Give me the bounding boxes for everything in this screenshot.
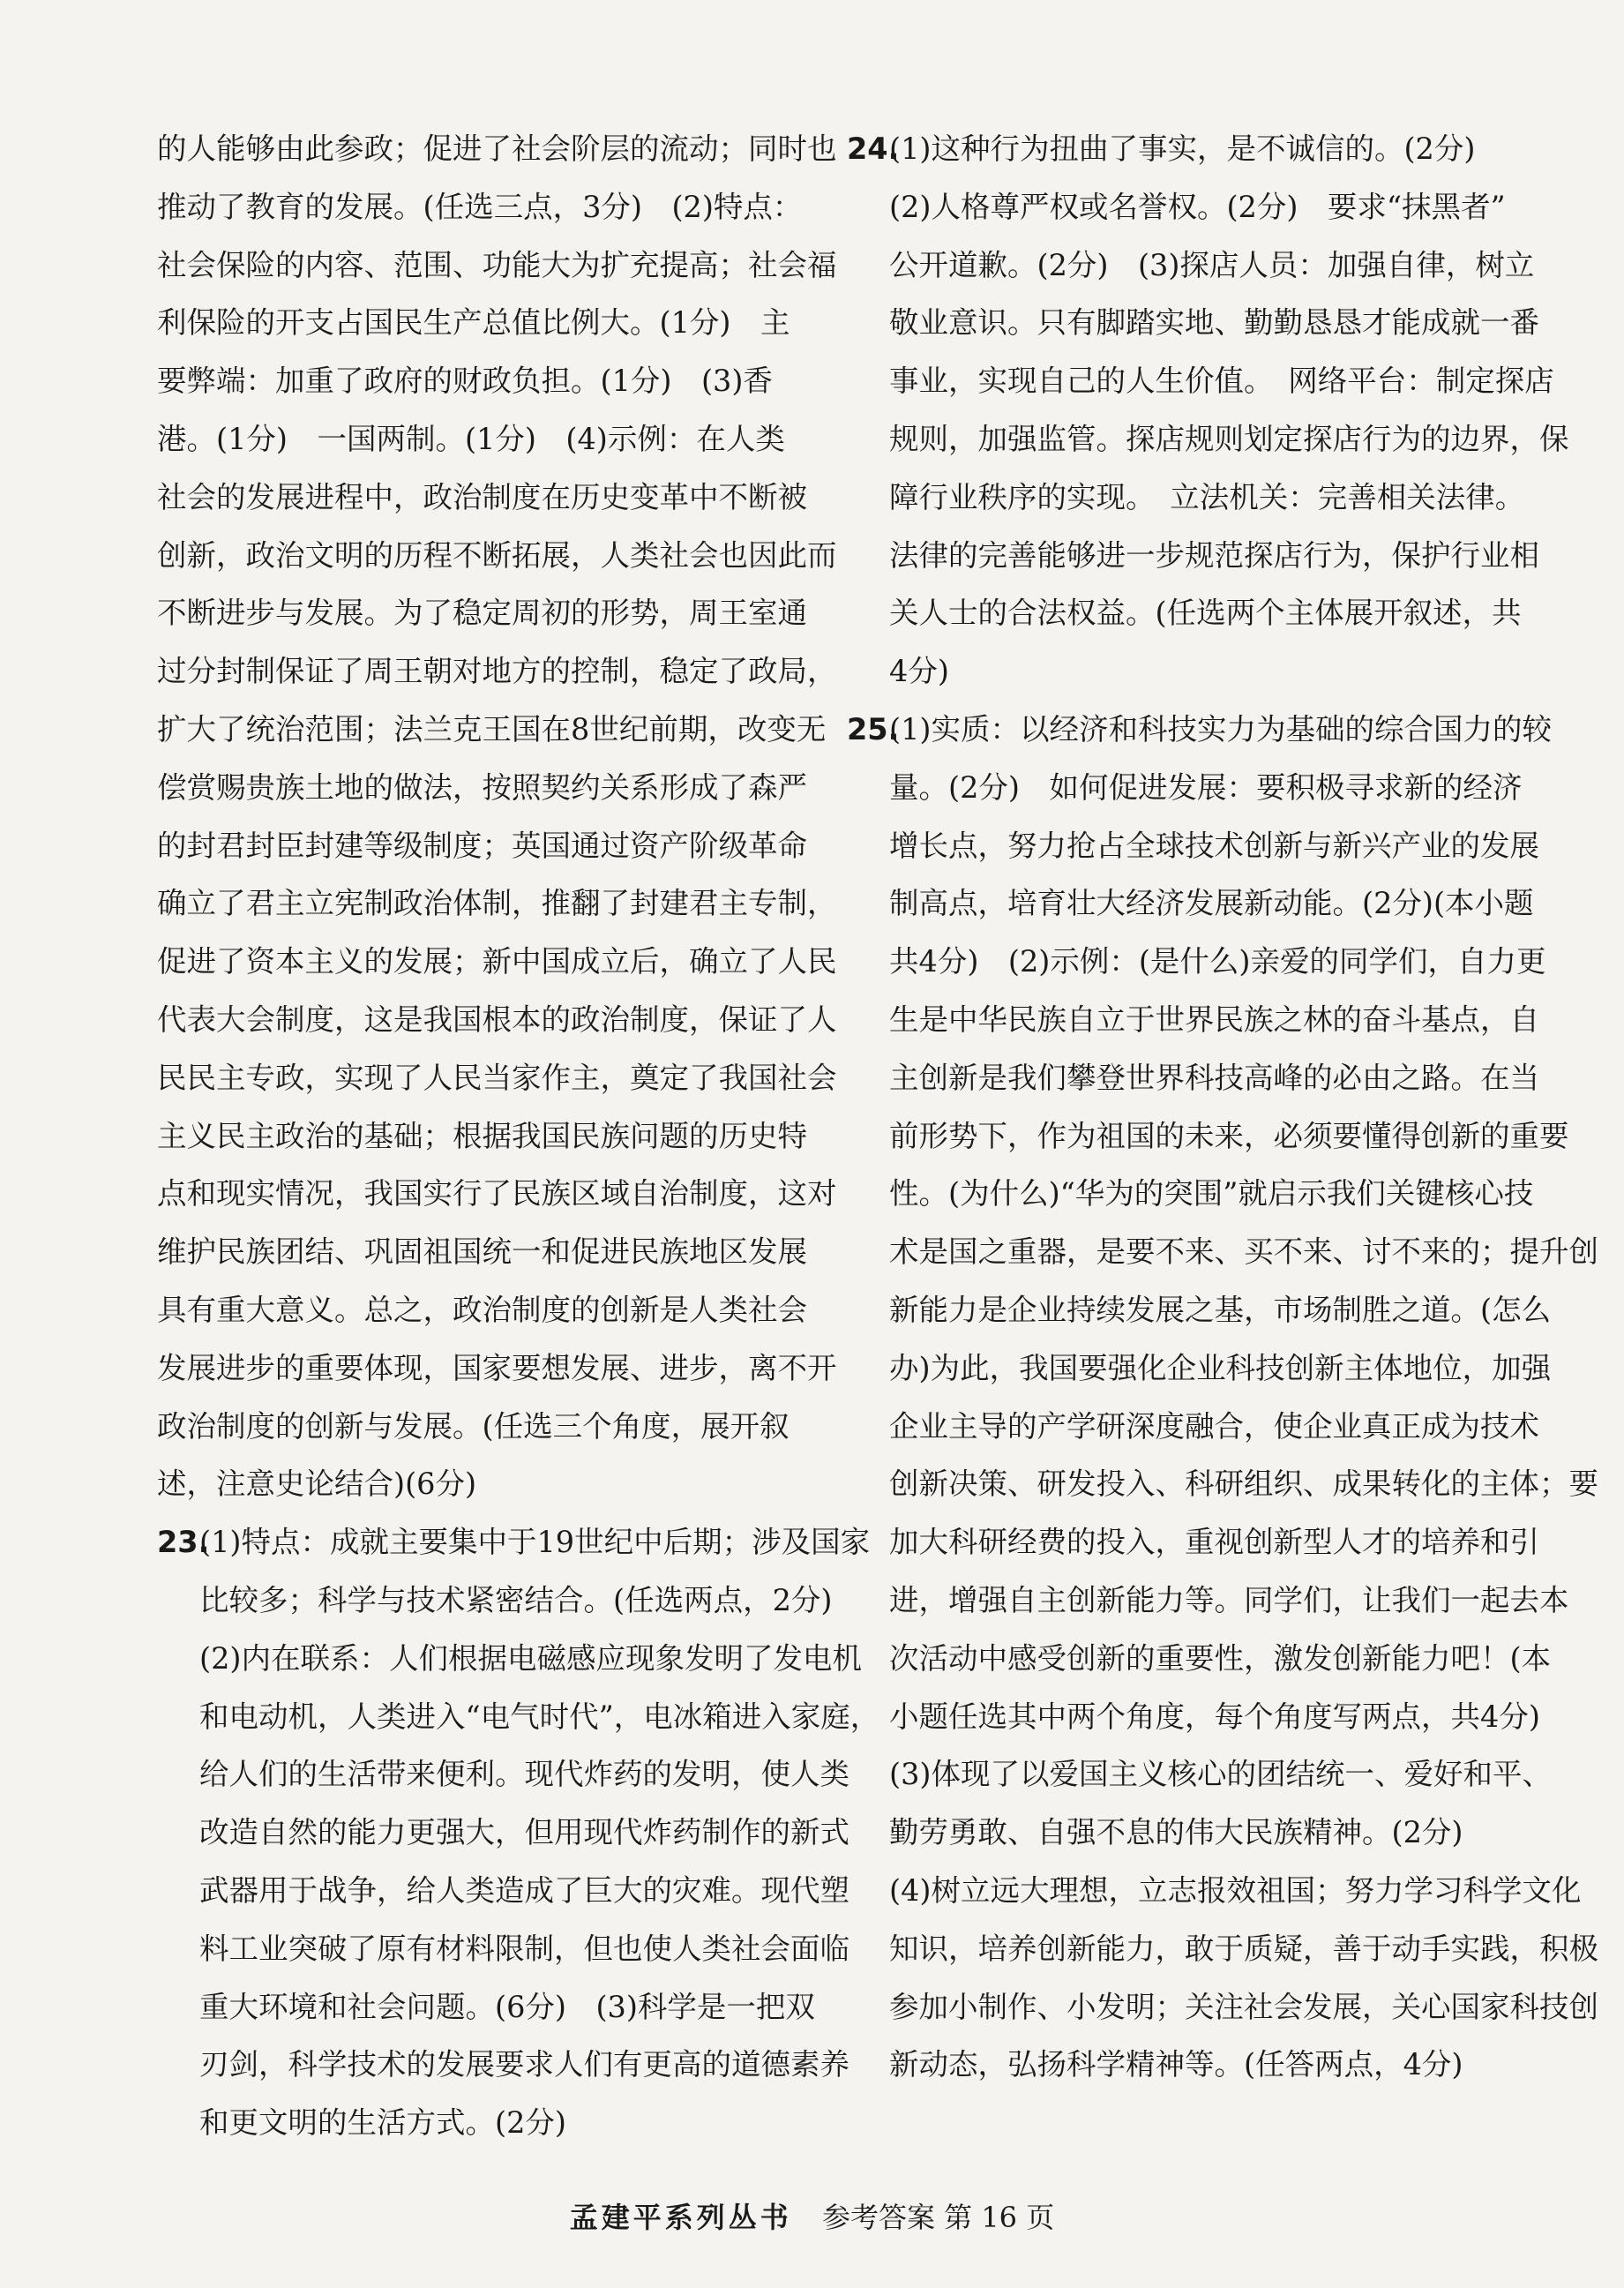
- answer-line: [889, 527, 1539, 585]
- answer-text: 社会的发展进程中，政治制度在历史变革中不断被: [157, 479, 807, 514]
- question-number: 25.: [847, 711, 900, 746]
- answer-text: 维护民族团结、巩固祖国统一和促进民族地区发展: [157, 1234, 807, 1270]
- answer-text: 关人士的合法权益。(任选两个主体展开叙述，共: [889, 596, 1522, 631]
- answer-text: 具有重大意义。总之，政治制度的创新是人类社会: [157, 1292, 807, 1327]
- answer-line: [157, 1455, 797, 1513]
- answer-text: 武器用于战争，给人类造成了巨大的灾难。现代塑: [199, 1872, 849, 1908]
- answer-line: [157, 642, 837, 701]
- answer-text: 料工业突破了原有材料限制，但也使人类社会面临: [199, 1931, 849, 1966]
- answer-line: [889, 817, 1539, 875]
- answer-text: 社会保险的内容、范围、功能大为扩充提高；社会福: [157, 247, 837, 282]
- answer-line: [889, 933, 1546, 991]
- answer-line: [889, 1862, 1582, 1920]
- answer-line: [199, 1920, 849, 1978]
- answer-line: [889, 1223, 1598, 1281]
- answer-text: 新动态，弘扬科学精神等。(任答两点，4分): [889, 2047, 1463, 2082]
- answer-line: [889, 1978, 1598, 2037]
- answer-text: (2)人格尊严权或名誉权。(2分) 要求“抹黑者”: [889, 189, 1506, 224]
- answer-line: [157, 584, 807, 642]
- answer-line: [157, 1107, 807, 1166]
- answer-text: 的封君封臣封建等级制度；英国通过资产阶级革命: [157, 828, 807, 863]
- answer-text: 和更文明的生活方式。(2分): [199, 2105, 566, 2141]
- answer-line: [157, 933, 837, 991]
- answer-text: 前形势下，作为祖国的未来，必须要懂得创新的重要: [889, 1118, 1569, 1153]
- answer-text: 的人能够由此参政；促进了社会阶层的流动；同时也: [157, 131, 837, 166]
- answer-line: [889, 1630, 1552, 1688]
- answer-line: [889, 1804, 1522, 1862]
- answer-text: 加大科研经费的投入，重视创新型人才的培养和引: [889, 1525, 1539, 1560]
- answer-text: 制高点，培育壮大经济发展新动能。(2分)(本小题: [889, 886, 1534, 921]
- answer-text: 共4分) (2)示例：(是什么)亲爱的同学们，自力更: [889, 944, 1546, 979]
- answer-text: 代表大会制度，这是我国根本的政治制度，保证了人: [157, 1001, 837, 1037]
- answer-line: [157, 1513, 871, 1572]
- answer-line: [847, 701, 1552, 759]
- answer-line: [889, 236, 1535, 295]
- answer-line: [199, 2094, 797, 2152]
- answer-line: [889, 1107, 1569, 1166]
- question-number: 24.: [847, 131, 900, 166]
- answer-line: [157, 991, 837, 1049]
- answer-text: 障行业秩序的实现。 立法机关：完善相关法律。: [889, 479, 1525, 514]
- answer-text: 小题任选其中两个角度，每个角度写两点，共4分): [889, 1699, 1540, 1734]
- series-title: 孟建平系列丛书: [569, 2201, 792, 2234]
- answer-line: [157, 1398, 797, 1456]
- answer-text: 刃剑，科学技术的发展要求人们有更高的道德素养: [199, 2047, 849, 2082]
- answer-line: [889, 1165, 1534, 1223]
- answer-line: [889, 178, 1522, 236]
- answer-line: [889, 759, 1522, 817]
- answer-text: 推动了教育的发展。(任选三点，3分) (2)特点：: [157, 189, 803, 224]
- answer-text: 增长点，努力抢占全球技术创新与新兴产业的发展: [889, 828, 1539, 863]
- answer-line: [889, 642, 1522, 701]
- answer-23: [157, 1513, 880, 2152]
- answer-line: [157, 294, 797, 352]
- answer-text: 扩大了统治范围；法兰克王国在8世纪前期，改变无: [157, 711, 827, 746]
- answer-line: [157, 817, 807, 875]
- section-label: 参考答案: [821, 2201, 935, 2234]
- answer-text: 利保险的开支占国民生产总值比例大。(1分) 主: [157, 305, 790, 341]
- answer-text: 新能力是企业持续发展之基，市场制胜之道。(怎么: [889, 1292, 1552, 1327]
- answer-text: 不断进步与发展。为了稳定周初的形势，周王室通: [157, 596, 807, 631]
- answer-text: 比较多；科学与技术紧密结合。(任选两点，2分): [199, 1582, 833, 1617]
- answer-line: [157, 236, 837, 295]
- answer-text: 民民主专政，实现了人民当家作主，奠定了我国社会: [157, 1060, 837, 1095]
- answer-line: [199, 1745, 849, 1804]
- answer-text: 确立了君主立宪制政治体制，推翻了封建君主专制，: [157, 886, 837, 921]
- answer-line: [157, 1223, 807, 1281]
- answer-line: [157, 469, 807, 527]
- page-number: 第 16 页: [944, 2201, 1055, 2234]
- answer-line: [199, 1804, 849, 1862]
- answer-text: 述，注意史论结合)(6分): [157, 1467, 477, 1502]
- answer-text: 重大环境和社会问题。(6分) (3)科学是一把双: [199, 1989, 815, 2024]
- answer-text: 点和现实情况，我国实行了民族区域自治制度，这对: [157, 1176, 837, 1212]
- answer-line: [199, 1630, 862, 1688]
- answer-line: [889, 410, 1569, 469]
- answer-line: [157, 1049, 837, 1107]
- answer-line: [199, 2036, 849, 2094]
- answer-text: 办)为此，我国要强化企业科技创新主体地位，加强: [889, 1350, 1552, 1385]
- answer-text: 创新决策、研发投入、科研组织、成果转化的主体；要: [889, 1467, 1598, 1502]
- answer-text: (2)内在联系：人们根据电磁感应现象发明了发电机: [199, 1640, 862, 1676]
- answer-text: 参加小制作、小发明；关注社会发展，关心国家科技创: [889, 1989, 1598, 2024]
- answer-line: [889, 1049, 1539, 1107]
- answer-text: 敬业意识。只有脚踏实地、勤勤恳恳才能成就一番: [889, 305, 1539, 341]
- answer-line: [157, 352, 797, 410]
- answer-line: [199, 1978, 815, 2037]
- answer-22-continued: [157, 120, 837, 1513]
- answer-line: [889, 1455, 1598, 1513]
- answer-line: [889, 874, 1534, 933]
- answer-text: 法律的完善能够进一步规范探店行为，保护行业相: [889, 537, 1539, 573]
- answer-line: [157, 874, 837, 933]
- answer-line: [889, 294, 1539, 352]
- answer-text: 知识，培养创新能力，敢于质疑，善于动手实践，积极: [889, 1931, 1598, 1966]
- answer-line: [889, 1920, 1598, 1978]
- answer-text: 量。(2分) 如何促进发展：要积极寻求新的经济: [889, 769, 1523, 805]
- answer-text: 政治制度的创新与发展。(任选三个角度，展开叙: [157, 1408, 790, 1444]
- answer-text: 主义民主政治的基础；根据我国民族问题的历史特: [157, 1118, 807, 1153]
- answer-line: [199, 1688, 880, 1746]
- answer-text: 生是中华民族自立于世界民族之林的奋斗基点，自: [889, 1001, 1539, 1037]
- answer-24: [847, 120, 1569, 701]
- answer-line: [889, 1572, 1569, 1630]
- answer-line: [157, 178, 803, 236]
- answer-text: 术是国之重器，是要不来、买不来、讨不来的；提升创: [889, 1234, 1598, 1270]
- answer-line: [889, 1398, 1539, 1456]
- answer-line: [889, 469, 1525, 527]
- answer-text: 次活动中感受创新的重要性，激发创新能力吧！(本: [889, 1640, 1552, 1676]
- answer-line: [889, 352, 1554, 410]
- answer-text: 规则，加强监管。探店规则划定探店行为的边界，保: [889, 421, 1569, 456]
- answer-text: 性。(为什么)“华为的突围”就启示我们关键核心技: [889, 1176, 1534, 1212]
- answer-text: (1)这种行为扭曲了事实，是不诚信的。(2分): [889, 131, 1476, 166]
- answer-line: [889, 1281, 1552, 1339]
- answer-line: [889, 2036, 1522, 2094]
- answer-text: (3)体现了以爱国主义核心的团结统一、爱好和平、: [889, 1757, 1552, 1792]
- answer-line: [157, 701, 827, 759]
- answer-text: 促进了资本主义的发展；新中国成立后，确立了人民: [157, 944, 837, 979]
- page-footer: [0, 2195, 1624, 2236]
- answer-text: 进，增强自主创新能力等。同学们，让我们一起去本: [889, 1582, 1569, 1617]
- right-column: [847, 120, 1598, 2094]
- answer-line: [889, 991, 1539, 1049]
- question-number: 23.: [157, 1525, 210, 1560]
- answer-line: [889, 1339, 1552, 1398]
- answer-line: [157, 410, 797, 469]
- answer-line: [889, 1745, 1552, 1804]
- answer-25: [847, 701, 1598, 2094]
- answer-line: [157, 1165, 837, 1223]
- answer-text: 4分): [889, 654, 949, 689]
- answer-text: 企业主导的产学研深度融合，使企业真正成为技术: [889, 1408, 1539, 1444]
- answer-text: 和电动机，人类进入“电气时代”，电冰箱进入家庭，: [199, 1699, 880, 1734]
- answer-line: [157, 527, 837, 585]
- answer-text: (1)特点：成就主要集中于19世纪中后期；涉及国家: [199, 1525, 871, 1560]
- answer-text: (4)树立远大理想，立志报效祖国；努力学习科学文化: [889, 1872, 1582, 1908]
- answer-text: 发展进步的重要体现，国家要想发展、进步，离不开: [157, 1350, 837, 1385]
- answer-line: [157, 1281, 807, 1339]
- answer-line: [847, 120, 1522, 178]
- answer-line: [889, 1513, 1539, 1572]
- answer-line: [199, 1572, 833, 1630]
- answer-line: [157, 759, 807, 817]
- answer-text: 主创新是我们攀登世界科技高峰的必由之路。在当: [889, 1060, 1539, 1095]
- answer-line: [889, 1688, 1540, 1746]
- answer-text: (1)实质：以经济和科技实力为基础的综合国力的较: [889, 711, 1552, 746]
- answer-text: 偿赏赐贵族土地的做法，按照契约关系形成了森严: [157, 769, 807, 805]
- answer-text: 港。(1分) 一国两制。(1分) (4)示例：在人类: [157, 421, 785, 456]
- answer-line: [157, 120, 837, 178]
- answer-text: 给人们的生活带来便利。现代炸药的发明，使人类: [199, 1757, 849, 1792]
- answer-text: 创新，政治文明的历程不断拓展，人类社会也因此而: [157, 537, 837, 573]
- answer-text: 勤劳勇敢、自强不息的伟大民族精神。(2分): [889, 1815, 1463, 1850]
- answer-line: [889, 584, 1522, 642]
- answer-text: 要弊端：加重了政府的财政负担。(1分) (3)香: [157, 364, 773, 399]
- answer-line: [199, 1862, 849, 1920]
- answer-line: [157, 1339, 837, 1398]
- answer-text: 事业，实现自己的人生价值。 网络平台：制定探店: [889, 364, 1554, 399]
- answer-text: 过分封制保证了周王朝对地方的控制，稳定了政局，: [157, 654, 837, 689]
- answer-text: 改造自然的能力更强大，但用现代炸药制作的新式: [199, 1815, 849, 1850]
- answer-text: 公开道歉。(2分) (3)探店人员：加强自律，树立: [889, 247, 1535, 282]
